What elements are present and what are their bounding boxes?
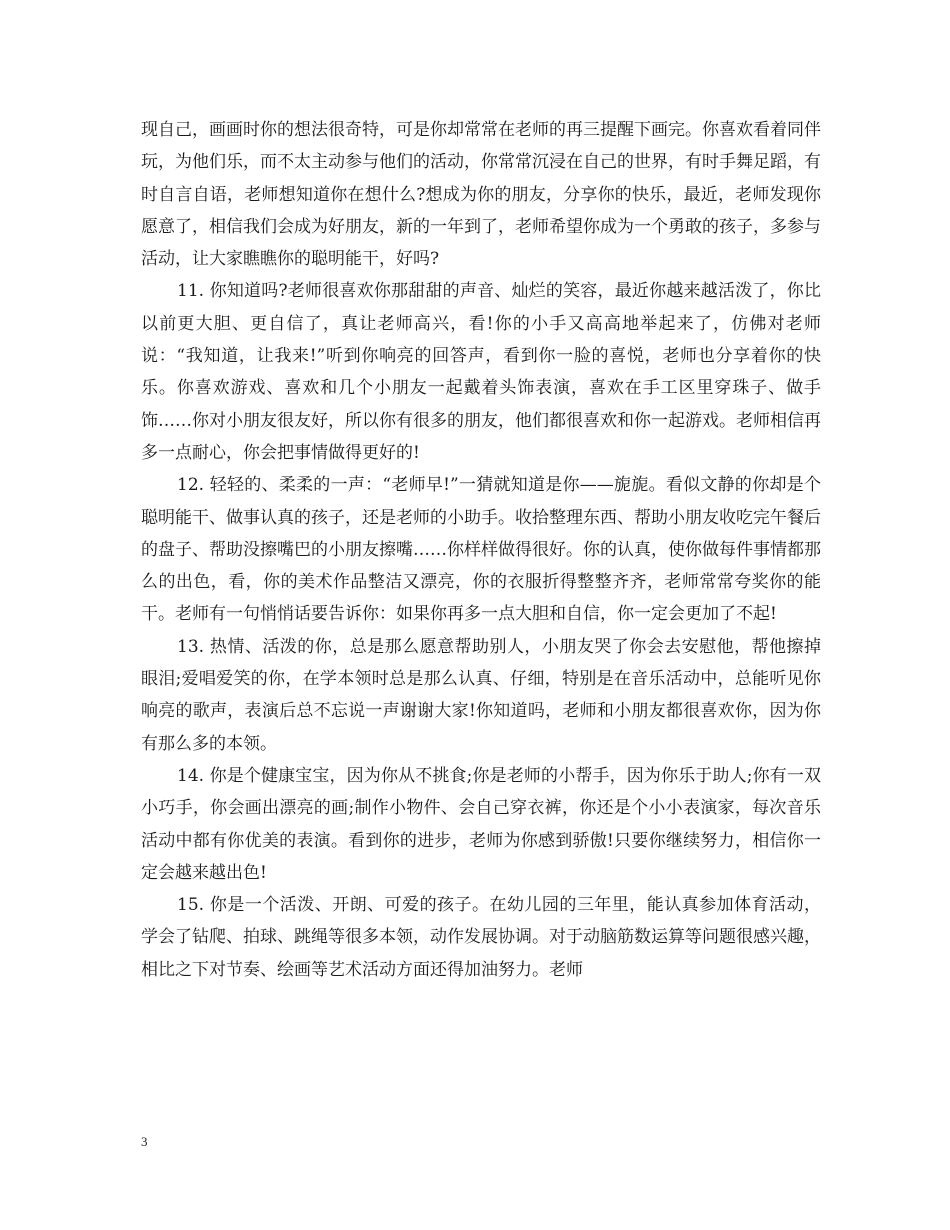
page-number: 3 [141,1134,148,1149]
paragraph-13: 13. 热情、活泼的你，总是那么愿意帮助别人，小朋友哭了你会去安慰他，帮他擦掉眼泪;爱唱爱笑的你，在学本领时总是那么认真、仔细，特别是在音乐活动中，总能听见你响亮的歌声，表演后总不忘说一声谢谢大家!你知道吗，老师和小朋友都很喜欢你，因为你有那么多的本领。 [141,636,821,754]
paragraph-15: 15. 你是一个活泼、开朗、可爱的孩子。在幼儿园的三年里，能认真参加体育活动，学会了钻爬、拍球、跳绳等很多本领，动作发展协调。对于动脑筋数运算等问题很感兴趣，相比之下对节奏、绘画等艺术活动方面还得加油努力。老师 [141,895,821,980]
paragraph-12: 12. 轻轻的、柔柔的一声：“老师早!”一猜就知道是你——旎旎。看似文静的你却是个聪明能干、做事认真的孩子，还是老师的小助手。收拾整理东西、帮助小朋友收吃完午餐后的盘子、帮助没擦嘴巴的小朋友擦嘴……你样样做得很好。你的认真，使你做每件事情都那么的出色，看，你的美术作品整洁又漂亮，你的衣服折得整整齐齐，老师常常夸奖你的能干。老师有一句悄悄话要告诉你：如果你再多一点大胆和自信，你一定会更加了不起! [141,475,821,625]
paragraph-14: 14. 你是个健康宝宝，因为你从不挑食;你是老师的小帮手，因为你乐于助人;你有一双小巧手，你会画出漂亮的画;制作小物件、会自己穿衣裤，你还是个小小表演家，每次音乐活动中都有你优美的表演。看到你的进步，老师为你感到骄傲!只要你继续努力，相信你一定会越来越出色! [141,765,821,883]
paragraph-11: 11. 你知道吗?老师很喜欢你那甜甜的声音、灿烂的笑容，最近你越来越活泼了，你比以前更大胆、更自信了，真让老师高兴，看!你的小手又高高地举起来了，仿佛对老师说：“我知道，让我来!”听到你响亮的回答声，看到你一脸的喜悦，老师也分享着你的快乐。你喜欢游戏、喜欢和几个小朋友一起戴着头饰表演，喜欢在手工区里穿珠子、做手饰……你对小朋友很友好，所以你有很多的朋友，他们都很喜欢和你一起游戏。老师相信再多一点耐心，你会把事情做得更好的! [141,281,821,463]
paragraph-continuation: 现自己，画画时你的想法很奇特，可是你却常常在老师的再三提醒下画完。你喜欢看着同伴玩，为他们乐，而不太主动参与他们的活动，你常常沉浸在自己的世界，有时手舞足蹈，有时自言自语，老师想知道你在想什么?想成为你的朋友，分享你的快乐，最近，老师发现你愿意了，相信我们会成为好朋友，新的一年到了，老师希望你成为一个勇敢的孩子，多参与活动，让大家瞧瞧你的聪明能干，好吗? [141,120,821,270]
document-body [141,114,821,986]
